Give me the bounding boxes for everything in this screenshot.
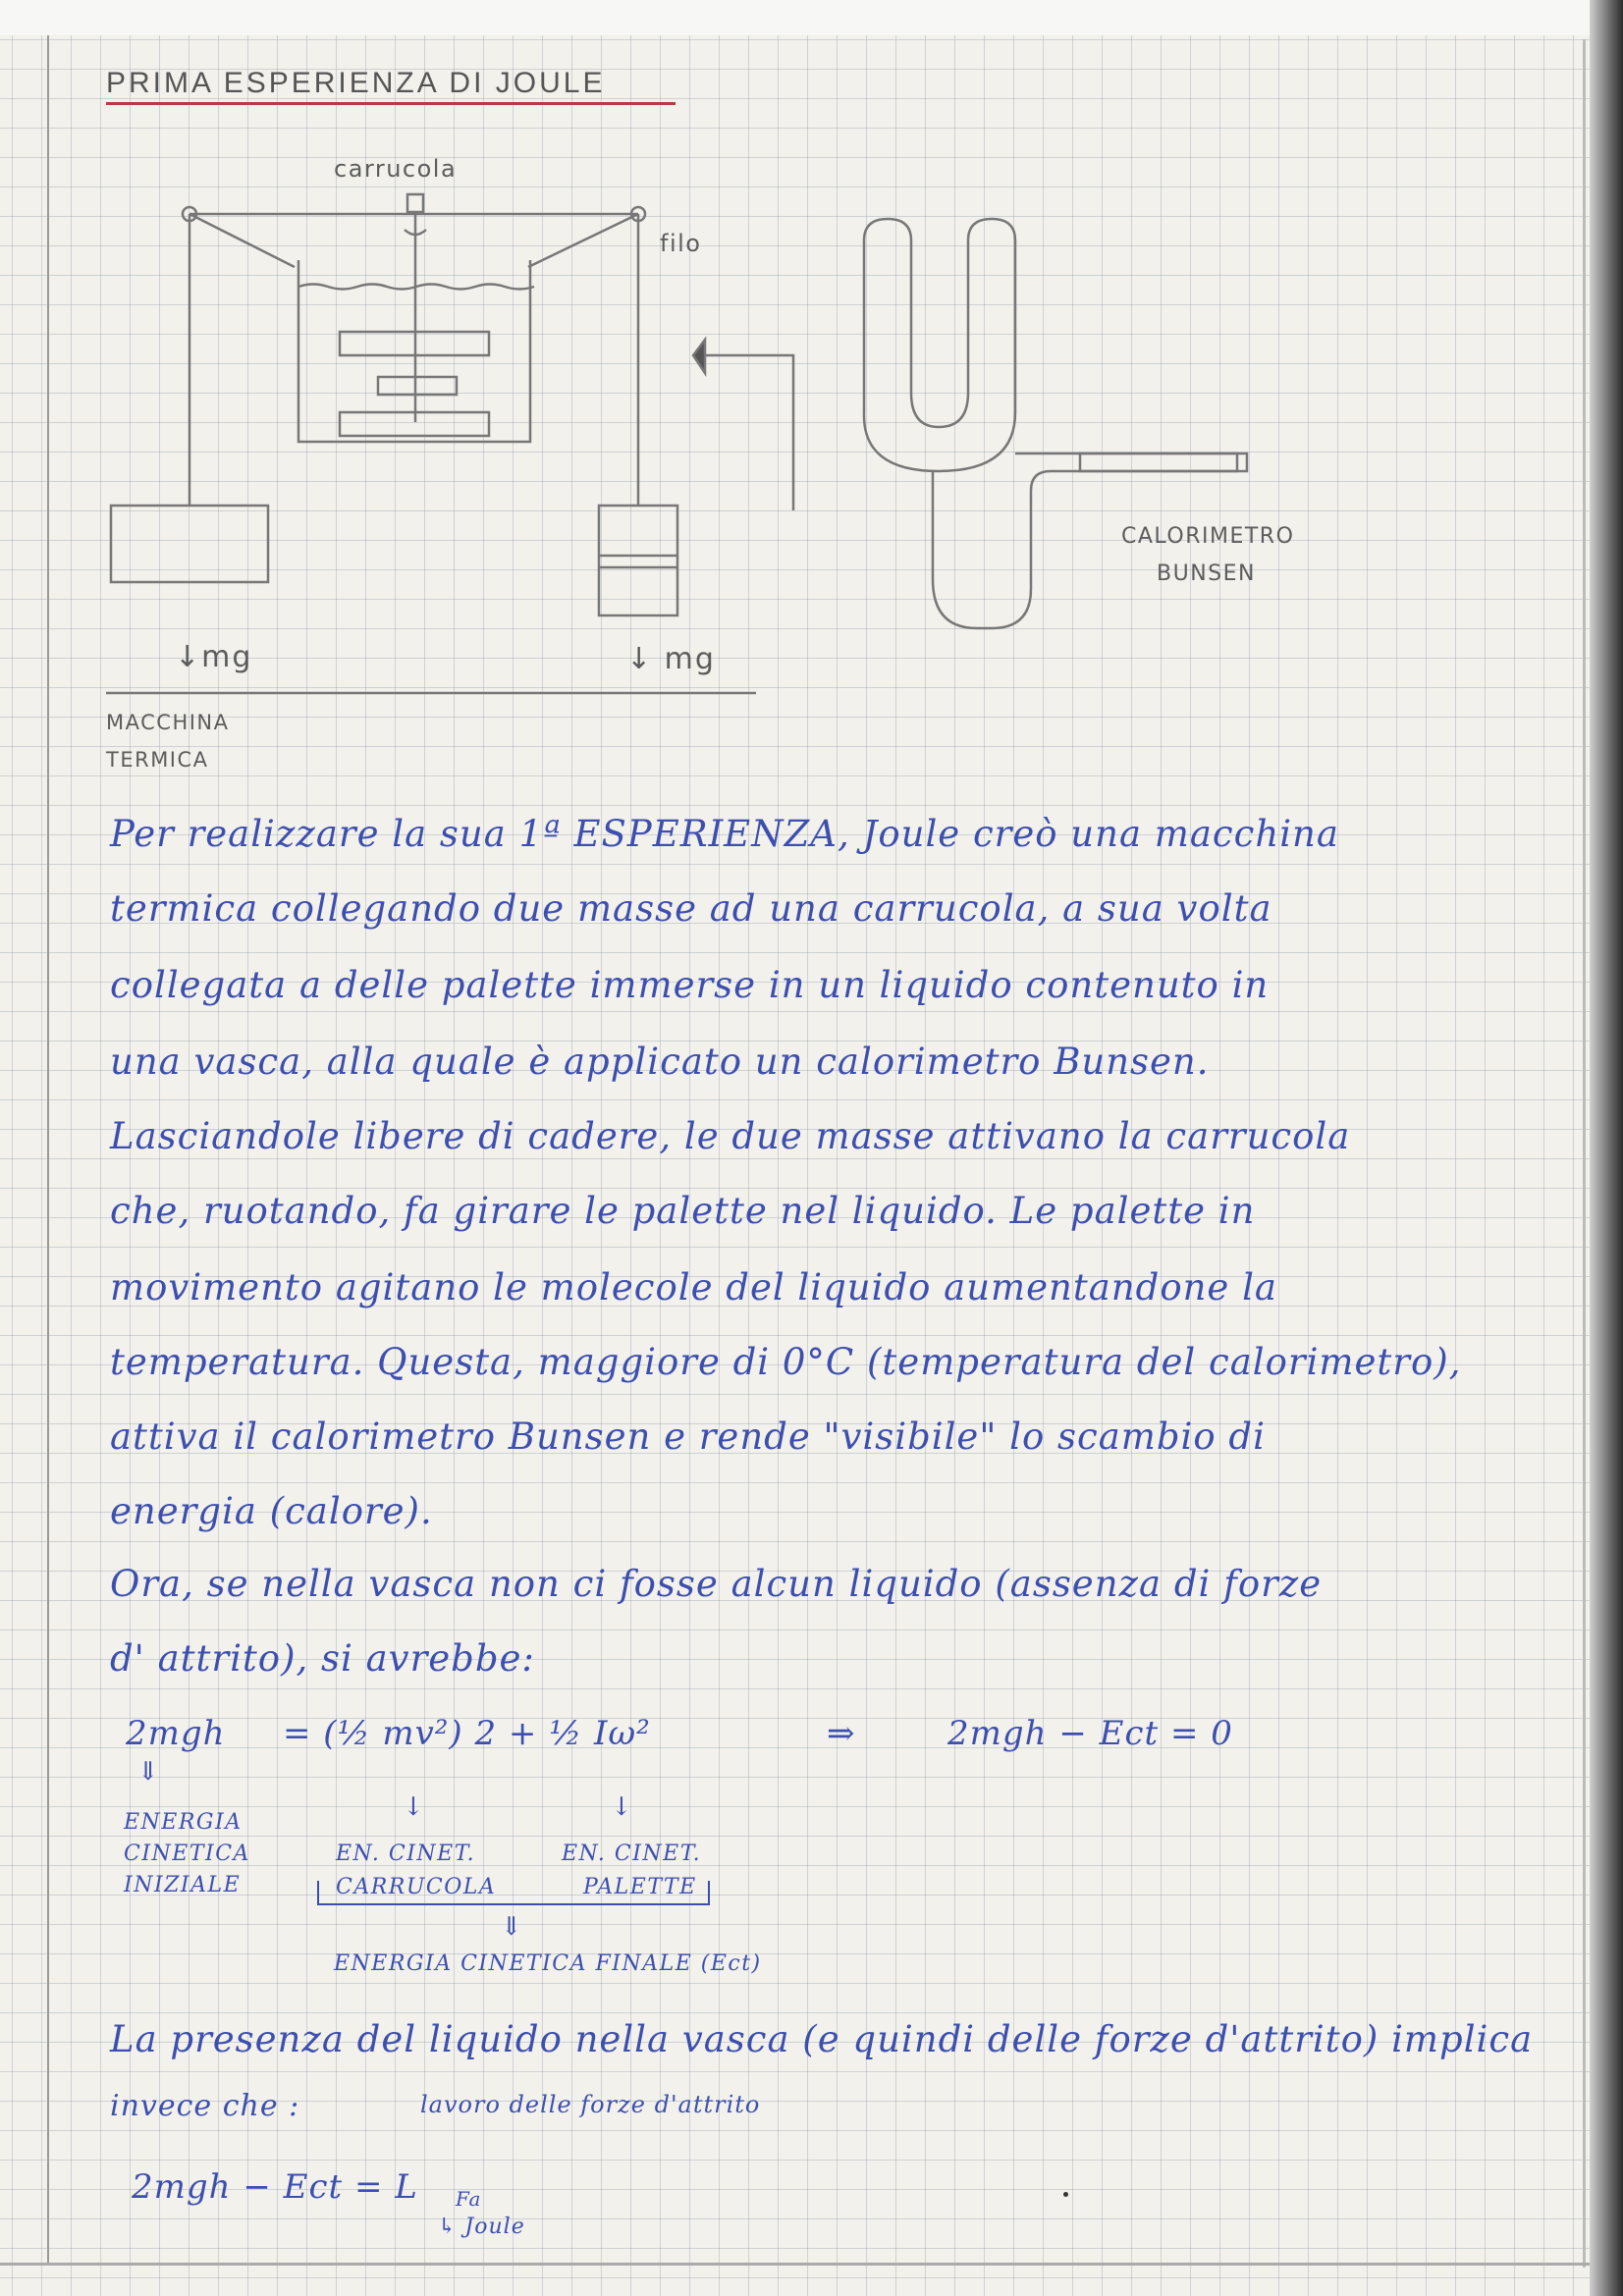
machine-label-1: MACCHINA	[106, 711, 230, 734]
paragraph-line: collegata a delle palette immerse in un liquido contenuto in	[110, 964, 1270, 1006]
thread-label: filo	[660, 230, 702, 257]
down-arrow: ↓	[611, 1792, 633, 1822]
implies-arrow: ⇒	[827, 1714, 856, 1753]
energy-initial-label: INIZIALE	[124, 1873, 242, 1897]
paragraph-line: Ora, se nella vasca non ci fosse alcun liquido (assenza di forze	[110, 1563, 1323, 1605]
machine-label-2: TERMICA	[106, 748, 209, 772]
weight-right-label: ↓ mg	[626, 642, 716, 676]
paragraph-line: attiva il calorimetro Bunsen e rende "visibile" lo scambio di	[110, 1415, 1266, 1458]
paragraph-line: energia (calore).	[110, 1490, 433, 1532]
energy-paddles-label: PALETTE	[583, 1875, 697, 1899]
friction-work-label: lavoro delle forze d'attrito	[420, 2091, 761, 2118]
calorimeter-label-1: CALORIMETRO	[1121, 524, 1295, 549]
paragraph-line: La presenza del liquido nella vasca (e quindi delle forze d'attrito) implica	[110, 2018, 1534, 2060]
weight-left-label: ↓mg	[175, 640, 253, 674]
paragraph-line: Per realizzare la sua 1ª ESPERIENZA, Joule creò una macchina	[110, 813, 1339, 855]
equation2: 2mgh − Ect = L	[132, 2167, 418, 2207]
paragraph-line: temperatura. Questa, maggiore di 0°C (temperatura del calorimetro),	[110, 1341, 1462, 1383]
energy-pulley-label: EN. CINET.	[336, 1842, 476, 1866]
paragraph-line: termica collegando due masse ad una carrucola, a sua volta	[110, 887, 1272, 930]
energy-initial-label: ENERGIA	[124, 1810, 243, 1835]
equation-rhs: = (½ mv²) 2 + ½ Iω²	[283, 1714, 651, 1753]
equation-result: 2mgh − Ect = 0	[947, 1714, 1233, 1753]
energy-paddles-label: EN. CINET.	[562, 1842, 702, 1866]
down-arrow: ⇓	[501, 1912, 523, 1942]
energy-initial-label: CINETICA	[124, 1842, 250, 1866]
down-arrow: ⇓	[137, 1757, 160, 1787]
page-title: PRIMA ESPERIENZA DI JOULE	[106, 67, 606, 99]
paragraph-line: d' attrito), si avrebbe:	[110, 1637, 535, 1680]
paragraph-line: che, ruotando, fa girare le palette nel liquido. Le palette in	[110, 1190, 1256, 1232]
ink-dot	[1063, 2192, 1068, 2197]
equation-lhs: 2mgh	[126, 1714, 226, 1753]
equation2-subscript: Fa	[456, 2187, 482, 2211]
paragraph-line: movimento agitano le molecole del liquido aumentandone la	[110, 1266, 1277, 1308]
joule-note: ↳ Joule	[438, 2215, 525, 2239]
energy-final-label: ENERGIA CINETICA FINALE (Ect)	[334, 1951, 762, 1976]
down-arrow: ↓	[403, 1792, 425, 1822]
paragraph-line: una vasca, alla quale è applicato un calorimetro Bunsen.	[110, 1041, 1210, 1083]
energy-pulley-label: CARRUCOLA	[336, 1875, 497, 1899]
pulley-label: carrucola	[334, 155, 458, 183]
paragraph-line: Lasciandole libere di cadere, le due masse attivano la carrucola	[110, 1115, 1351, 1157]
calorimeter-label-2: BUNSEN	[1157, 561, 1256, 586]
paragraph-line: invece che :	[110, 2089, 300, 2123]
